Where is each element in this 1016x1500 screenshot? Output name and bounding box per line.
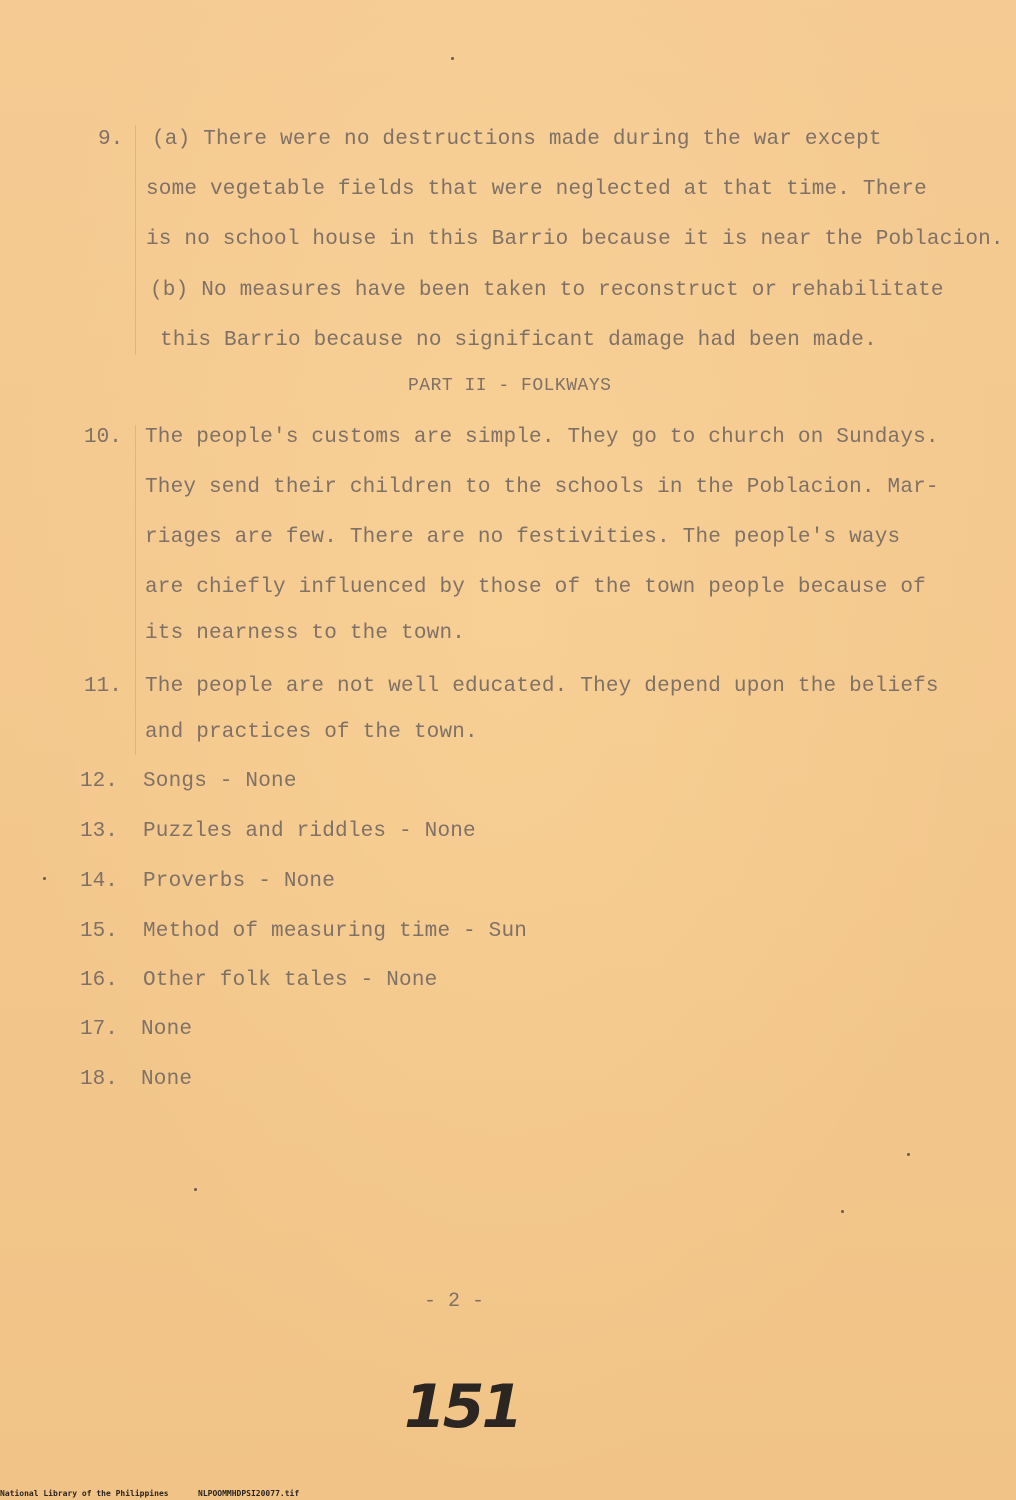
paper-speck bbox=[194, 1188, 197, 1191]
item-16-number: 16. bbox=[80, 969, 118, 992]
item-9-number: 9. bbox=[98, 128, 124, 151]
item-9-line-3: is no school house in this Barrio because it is near the Poblacion. bbox=[146, 228, 1004, 251]
footer-library: National Library of the Philippines bbox=[0, 1489, 169, 1498]
item-10-line-3: riages are few. There are no festivities. The people's ways bbox=[145, 526, 901, 549]
margin-rule bbox=[135, 125, 136, 355]
page-number: - 2 - bbox=[424, 1290, 485, 1313]
paper-speck bbox=[451, 57, 454, 60]
item-17-text: None bbox=[141, 1018, 193, 1041]
item-12-text: Songs - None bbox=[143, 770, 297, 793]
margin-rule bbox=[135, 425, 136, 755]
item-10-line-5: its nearness to the town. bbox=[145, 622, 466, 645]
footer-filename: NLPOOMMHDPSI20077.tif bbox=[198, 1489, 300, 1498]
item-13-number: 13. bbox=[80, 820, 118, 843]
item-10-line-1: The people's customs are simple. They go to church on Sundays. bbox=[145, 426, 939, 449]
item-15-number: 15. bbox=[80, 920, 118, 943]
item-18-number: 18. bbox=[80, 1068, 118, 1091]
item-18-text: None bbox=[141, 1068, 193, 1091]
stamp-number: 151 bbox=[404, 1372, 521, 1442]
item-14-number: 14. bbox=[80, 870, 118, 893]
paper-speck bbox=[43, 877, 46, 880]
item-13-text: Puzzles and riddles - None bbox=[143, 820, 476, 843]
section-heading: PART II - FOLKWAYS bbox=[408, 376, 612, 396]
item-10-line-2: They send their children to the schools in the Poblacion. Mar- bbox=[145, 476, 939, 499]
paper-speck bbox=[907, 1153, 910, 1156]
item-9-line-4: (b) No measures have been taken to reconstruct or rehabilitate bbox=[150, 279, 944, 302]
item-10-line-4: are chiefly influenced by those of the town people because of bbox=[145, 576, 926, 599]
item-15-text: Method of measuring time - Sun bbox=[143, 920, 528, 943]
item-14-text: Proverbs - None bbox=[143, 870, 336, 893]
item-12-number: 12. bbox=[80, 770, 118, 793]
item-9-line-1: (a) There were no destructions made during the war except bbox=[152, 128, 882, 151]
item-16-text: Other folk tales - None bbox=[143, 969, 438, 992]
item-10-number: 10. bbox=[84, 426, 122, 449]
item-9-line-5: this Barrio because no significant damage had been made. bbox=[160, 329, 877, 352]
item-11-line-1: The people are not well educated. They depend upon the beliefs bbox=[145, 675, 939, 698]
paper-speck bbox=[841, 1210, 844, 1213]
item-11-number: 11. bbox=[84, 675, 122, 698]
item-11-line-2: and practices of the town. bbox=[145, 721, 478, 744]
item-17-number: 17. bbox=[80, 1018, 118, 1041]
item-9-line-2: some vegetable fields that were neglected at that time. There bbox=[146, 178, 927, 201]
